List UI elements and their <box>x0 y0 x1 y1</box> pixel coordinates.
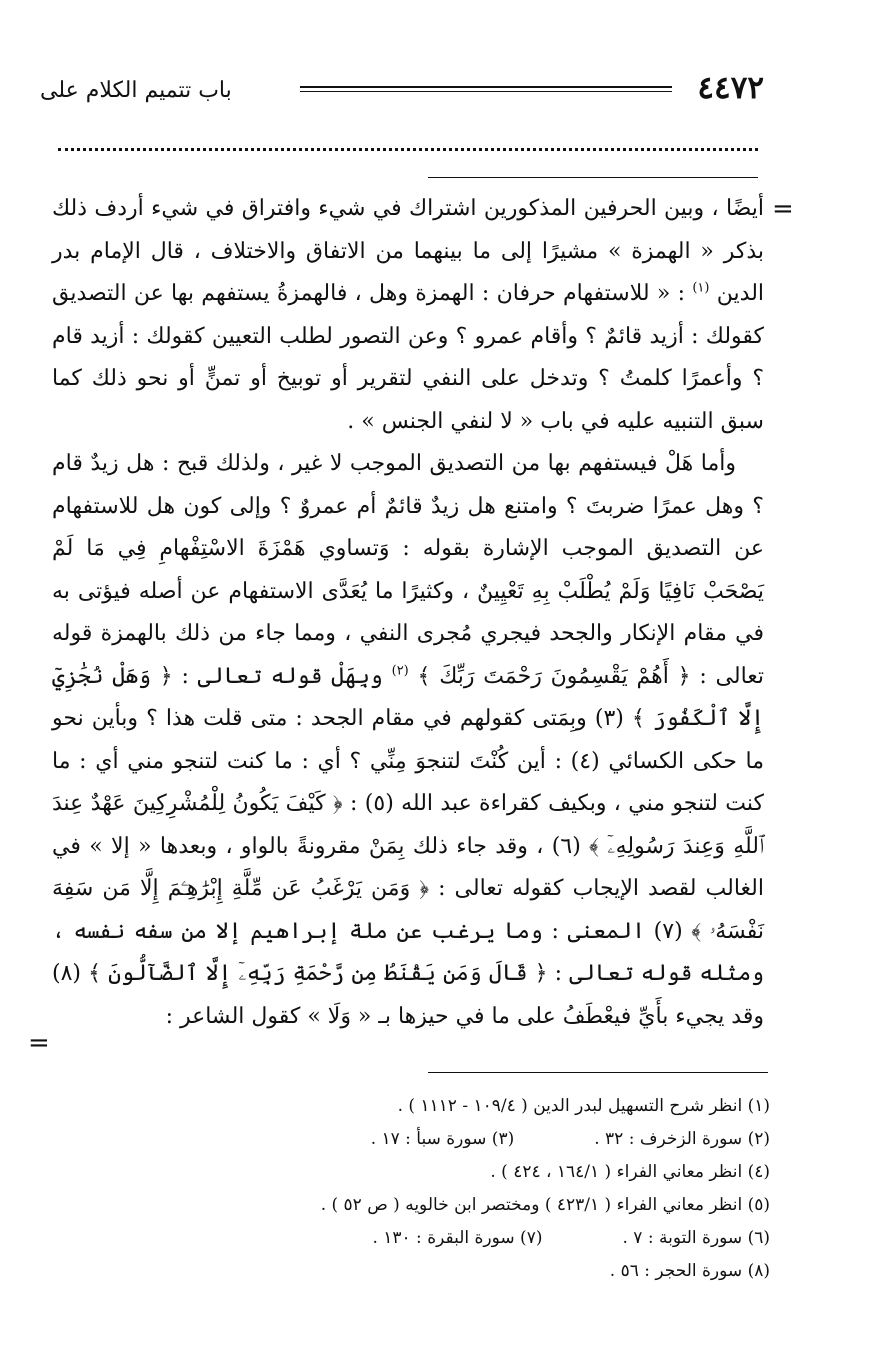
footnotes <box>180 1090 770 1288</box>
paragraph-1-text: أيضًا ، وبين الحرفين المذكورين اشتراك في شيء وافتراق في شيء أردف ذلك بذكر « الهمزة » مشيرًا إلى ما بينهما من الاتفاق والاختلاف ، قال الإمام بدر الدين <box>52 196 765 306</box>
footnote-row <box>180 1123 770 1156</box>
footnote-6: (٦) سورة التوبة : ٧ . <box>622 1228 770 1248</box>
paragraph-2 <box>52 443 764 1038</box>
footnote-1: (١) انظر شرح التسهيل لبدر الدين ( ١٠٩/٤ - ١١١٢ ) . <box>397 1096 770 1116</box>
footnote-row <box>180 1222 770 1255</box>
paragraph-2-rest: وبِهَلْ قوله تعالى : ﴿ وَهَلْ نُجَٰزِيٓ إِلَّا ٱلْكَفُورَ ﴾ (٣) وبِمَتى كقولهم في مقام الجحد : متى قلت هذا ؟ وبأين نحو ما حكى الكسائي (٤) : أين كُنْتَ لتنجوَ مِنِّي ؟ أي : ما كنت لتنجو مني أي : ما كنت لتنجو مني ، وبكيف كقراءة عبد الله (٥) : ﴿ كَيْفَ يَكُونُ لِلْمُشْرِكِينَ عَهْدٌ عِندَ ٱللَّهِ وَعِندَ رَسُولِهِۦٓ ﴾ (٦) ، وقد جاء ذلك بِمَنْ مقرونةً بالواو ، وبعدها « إلا » في الغالب لقصد الإيجاب كقوله تعالى : ﴿ وَمَن يَرْغَبُ عَن مِّلَّةِ إِبْرَٰهِـۧمَ إِلَّا مَن سَفِهَ نَفْسَهُۥ ﴾ (٧) المعنى : وما يرغب عن ملة إبراهيم إلا من سفه نفسه ، ومثله قوله تعالى : ﴿ قَالَ وَمَن يَقْنَطُ مِن رَّحْمَةِ رَبِّهِۦٓ إِلَّا ٱلضَّآلُّونَ ﴾ (٨) وقد يجيء بأَيِّ فيعْطَفُ على ما في حيزها بـ « وَلَا » كقول الشاعر : <box>52 663 765 1029</box>
footnote-4: (٤) انظر معاني الفراء ( ١٦٤/١ ، ٤٢٤ ) . <box>490 1162 770 1182</box>
footnote-2: (٢) سورة الزخرف : ٣٢ . <box>594 1129 770 1149</box>
page-number: ٤٤٧٢ <box>697 70 764 106</box>
footnote-8: (٨) سورة الحجر : ٥٦ . <box>609 1261 770 1281</box>
footnote-row <box>180 1090 770 1123</box>
dotted-separator <box>58 148 758 151</box>
paragraph-1-rest: : « للاستفهام حرفان : الهمزة وهل ، فالهمزةُ يستفهم بها عن التصديق كقولك : أزيد قائمٌ ؟ وأقام عمرو ؟ وعن التصور لطلب التعيين كقولك : أزيد قام ؟ وأعمرًا كلمتُ ؟ وتدخل على النفي لتقرير أو توبيخ أو تمنٍّ أو نحو ذلك كما سبق التنبيه عليه في باب « لا لنفي الجنس » . <box>52 281 764 434</box>
footnote-ref-1: (١) <box>692 280 710 296</box>
continuation-mark-top: = <box>772 194 794 224</box>
footnote-row <box>180 1189 770 1222</box>
chapter-title: باب تتميم الكلام على <box>40 78 232 103</box>
footnote-rule <box>428 1072 768 1073</box>
running-head <box>40 70 764 110</box>
paragraph-1 <box>52 188 764 443</box>
footnote-row <box>180 1156 770 1189</box>
continuation-mark-bottom: = <box>28 1028 50 1058</box>
paragraph-2-text: وأما هَلْ فيستفهم بها من التصديق الموجب لا غير ، ولذلك قبح : هل زيدٌ قام ؟ وهل عمرًا ضربتَ ؟ وامتنع هل زيدٌ قائمٌ أم عمروٌ ؟ وإلى كون هل للاستفهام عن التصديق الموجب الإشارة بقوله : وَتساوي هَمْزَةَ الاسْتِفْهامِ فِي مَا لَمْ يَصْحَبْ نَافِيًا وَلَمْ يُطْلَبْ بِهِ تَعْيِينٌ ، وكثيرًا ما يُعَدَّى الاستفهام عن أصله فيؤتى به في مقام الإنكار والجحد فيجري مُجرى النفي ، ومما جاء من ذلك بالهمزة قوله تعالى : ﴿ أَهُمْ يَقْسِمُونَ رَحْمَتَ رَبِّكَ ﴾ <box>52 451 765 689</box>
footnote-ref-2: (٢) <box>391 663 409 679</box>
section-rule <box>428 177 758 178</box>
footnote-5: (٥) انظر معاني الفراء ( ٤٢٣/١ ) ومختصر ابن خالويه ( ص ٥٢ ) . <box>320 1195 770 1215</box>
footnote-3: (٣) سورة سبأ : ١٧ . <box>370 1129 515 1149</box>
footnote-7: (٧) سورة البقرة : ١٣٠ . <box>372 1228 543 1248</box>
header-double-rule <box>300 86 672 92</box>
body-text <box>52 188 764 1038</box>
footnote-row <box>180 1255 770 1288</box>
